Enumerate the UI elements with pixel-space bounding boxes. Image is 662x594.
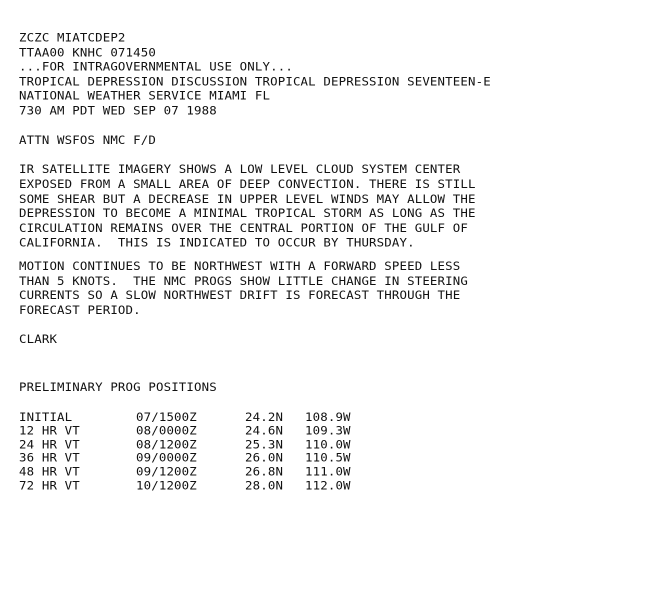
paragraph-line: MOTION CONTINUES TO BE NORTHWEST WITH A FORWARD SPEED LESS	[19, 258, 461, 273]
attention-line: ATTN WSFOS NMC F/D	[19, 132, 156, 147]
position-longitude: 111.0W	[305, 464, 351, 479]
paragraph-line: SOME SHEAR BUT A DECREASE IN UPPER LEVEL WINDS MAY ALLOW THE	[19, 191, 476, 206]
paragraph-motion	[19, 258, 662, 317]
table-row	[19, 464, 662, 478]
position-label: INITIAL	[19, 409, 73, 424]
position-latitude: 28.0N	[245, 478, 284, 493]
position-longitude: 109.3W	[305, 423, 351, 438]
paragraph-satellite	[19, 162, 662, 250]
paragraph-line: IR SATELLITE IMAGERY SHOWS A LOW LEVEL CLOUD SYSTEM CENTER	[19, 162, 461, 177]
position-time: 09/1200Z	[136, 464, 197, 479]
position-time: 07/1500Z	[136, 409, 197, 424]
table-row	[19, 437, 662, 451]
position-latitude: 24.2N	[245, 409, 284, 424]
position-time: 08/0000Z	[136, 423, 197, 438]
positions-title: PRELIMINARY PROG POSITIONS	[19, 380, 217, 395]
position-latitude: 26.0N	[245, 450, 284, 465]
position-label: 36 HR VT	[19, 450, 80, 465]
position-time: 10/1200Z	[136, 478, 197, 493]
position-latitude: 24.6N	[245, 423, 284, 438]
message-header	[19, 30, 662, 118]
position-label: 72 HR VT	[19, 478, 80, 493]
position-longitude: 108.9W	[305, 409, 351, 424]
position-time: 08/1200Z	[136, 436, 197, 452]
position-longitude: 112.0W	[305, 478, 351, 493]
paragraph-line: CIRCULATION REMAINS OVER THE CENTRAL PORTION OF THE GULF OF	[19, 220, 468, 235]
table-row	[19, 478, 662, 492]
paragraph-line: CURRENTS SO A SLOW NORTHWEST DRIFT IS FORECAST THROUGH THE	[19, 287, 461, 302]
header-line-usage-notice: ...FOR INTRAGOVERNMENTAL USE ONLY...	[19, 59, 293, 74]
position-label: 48 HR VT	[19, 464, 80, 479]
position-label: 12 HR VT	[19, 423, 80, 438]
position-latitude: 25.3N	[245, 436, 284, 452]
positions-table	[19, 410, 662, 492]
header-line-bulletin-id: ZCZC MIATCDEP2	[19, 30, 126, 45]
table-row	[19, 451, 662, 465]
paragraph-line: THAN 5 KNOTS. THE NMC PROGS SHOW LITTLE CHANGE IN STEERING	[19, 273, 468, 288]
header-line-issue-time: 730 AM PDT WED SEP 07 1988	[19, 103, 217, 118]
table-row	[19, 423, 662, 437]
position-label: 24 HR VT	[19, 436, 80, 452]
position-longitude: 110.5W	[305, 450, 351, 465]
header-line-title: TROPICAL DEPRESSION DISCUSSION TROPICAL DEPRESSION SEVENTEEN-E	[19, 74, 491, 89]
position-latitude: 26.8N	[245, 464, 284, 479]
position-time: 09/0000Z	[136, 450, 197, 465]
position-longitude: 110.0W	[305, 436, 351, 452]
paragraph-line: DEPRESSION TO BECOME A MINIMAL TROPICAL STORM AS LONG AS THE	[19, 205, 476, 221]
paragraph-line: EXPOSED FROM A SMALL AREA OF DEEP CONVECTION. THERE IS STILL	[19, 176, 476, 191]
paragraph-line: CALIFORNIA. THIS IS INDICATED TO OCCUR BY THURSDAY.	[19, 235, 415, 250]
table-row	[19, 410, 662, 424]
header-line-wmo-id: TTAA00 KNHC 071450	[19, 44, 156, 59]
paragraph-line: FORECAST PERIOD.	[19, 302, 141, 317]
header-line-office: NATIONAL WEATHER SERVICE MIAMI FL	[19, 88, 271, 103]
forecaster-signature: CLARK	[19, 331, 58, 346]
